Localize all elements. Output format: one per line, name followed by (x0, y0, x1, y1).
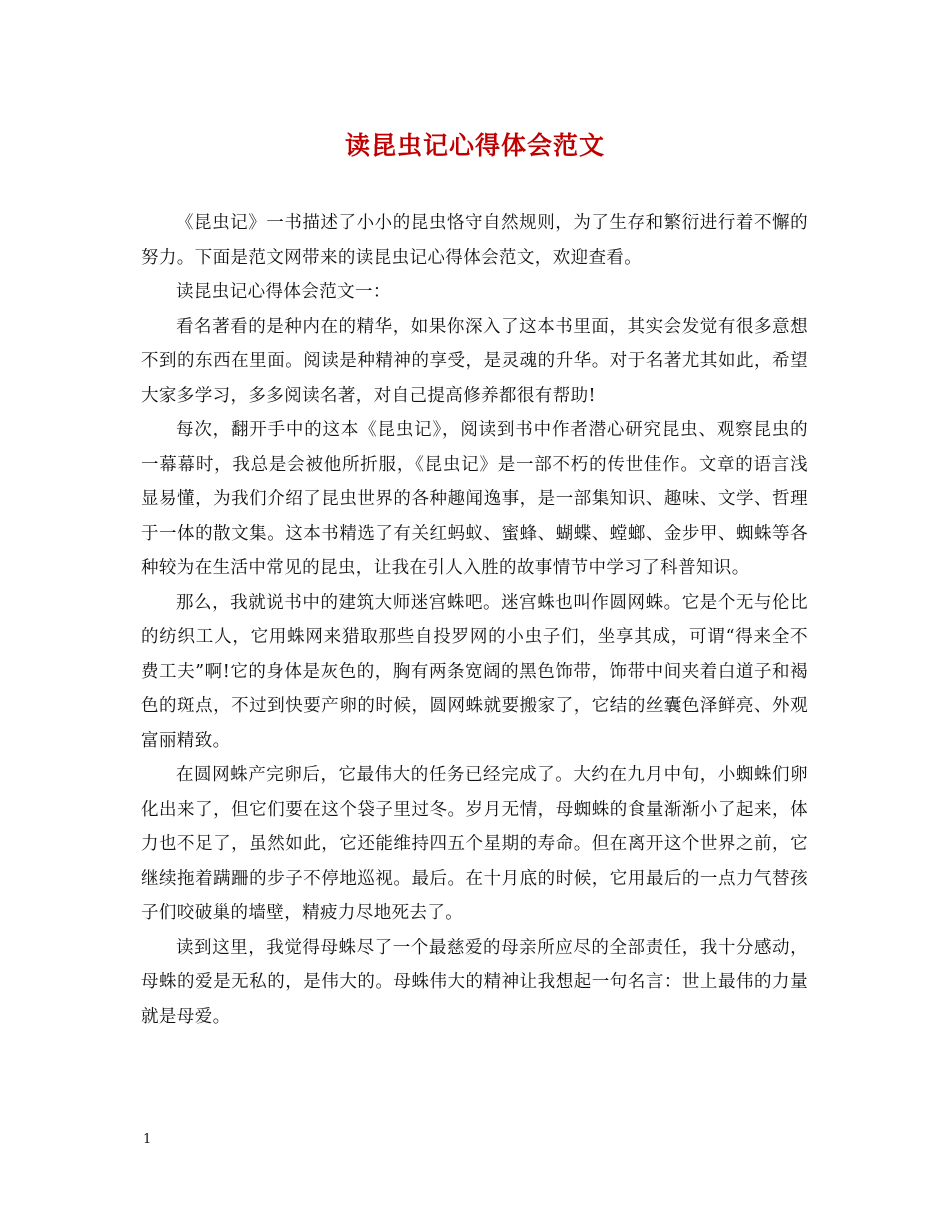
paragraph-book-review: 每次，翻开手中的这本《昆虫记》，阅读到书中作者潜心研究昆虫、观察昆虫的一幕幕时，我总是会被他所折服，《昆虫记》是一部不朽的传世佳作。文章的语言浅显易懂，为我们介绍了昆虫世界的各种趣闻逸事，是一部集知识、趣味、文学、哲理于一体的散文集。这本书精选了有关红蚂蚁、蜜蜂、蝴蝶、螳螂、金步甲、蜘蛛等各种较为在生活中常见的昆虫，让我在引人入胜的故事情节中学习了科普知识。 (141, 420, 808, 578)
document-title: 读昆虫记心得体会范文 (344, 131, 605, 160)
page-number: 1 (143, 1132, 152, 1147)
paragraph-spider-lifecycle: 在圆网蛛产完卵后，它最伟大的任务已经完成了。大约在九月中旬，小蜘蛛们卵化出来了，但它们要在这个袋子里过冬。岁月无情，母蜘蛛的食量渐渐小了起来，体力也不足了，虽然如此，它还能维持四五个星期的寿命。但在离开这个世界之前，它继续拖着蹒跚的步子不停地巡视。最后。在十月底的时候，它用最后的一点力气替孩子们咬破巢的墙壁，精疲力尽地死去了。 (141, 765, 808, 923)
document-body (141, 206, 808, 1034)
paragraph-section-heading: 读昆虫记心得体会范文一： (176, 282, 391, 302)
paragraph-reflection: 读到这里，我觉得母蛛尽了一个最慈爱的母亲所应尽的全部责任，我十分感动，母蛛的爱是无私的，是伟大的。母蛛伟大的精神让我想起一句名言：世上最伟的力量就是母爱。 (141, 937, 808, 1027)
paragraph-reading-classics: 看名著看的是种内在的精华，如果你深入了这本书里面，其实会发觉有很多意想不到的东西在里面。阅读是种精神的享受，是灵魂的升华。对于名著尤其如此，希望大家多学习，多多阅读名著，对自己提高修养都很有帮助! (141, 316, 808, 406)
paragraph-intro: 《昆虫记》一书描述了小小的昆虫恪守自然规则，为了生存和繁衍进行着不懈的努力。下面是范文网带来的读昆虫记心得体会范文，欢迎查看。 (141, 213, 808, 268)
paragraph-maze-spider: 那么，我就说书中的建筑大师迷宫蛛吧。迷宫蛛也叫作圆网蛛。它是个无与伦比的纺织工人，它用蛛网来猎取那些自投罗网的小虫子们，坐享其成，可谓“得来全不费工夫”啊!它的身体是灰色的，胸有两条宽阔的黑色饰带，饰带中间夹着白道子和褐色的斑点，不过到快要产卵的时候，圆网蛛就要搬家了，它结的丝囊色泽鲜亮、外观富丽精致。 (141, 592, 808, 751)
